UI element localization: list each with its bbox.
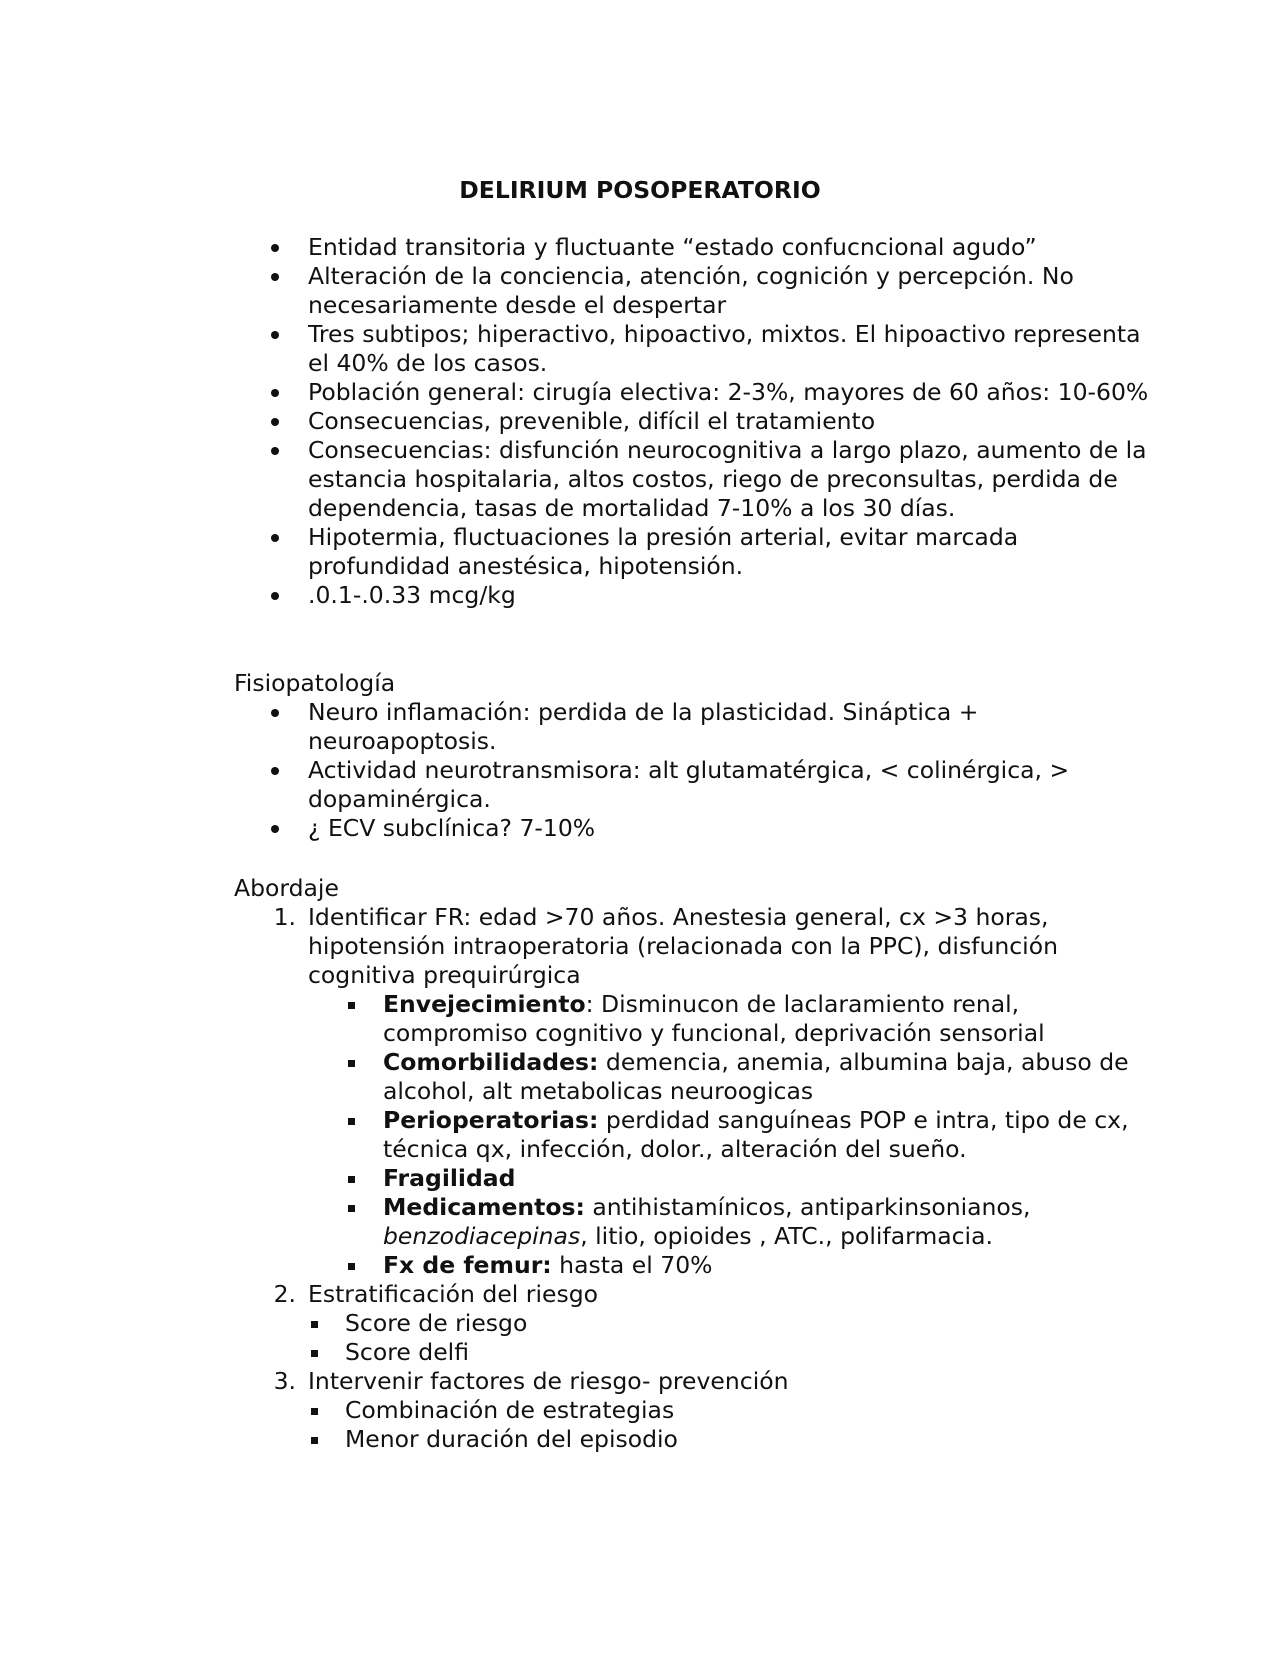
- list-item: Tres subtipos; hiperactivo, hipoactivo, mixtos. El hipoactivo representa el 40% de los casos.: [234, 320, 1154, 378]
- list-item: Comorbilidades: demencia, anemia, albumina baja, abuso de alcohol, alt metabolicas neuroogicas: [234, 1048, 1154, 1106]
- list-item: Menor duración del episodio: [234, 1425, 1154, 1454]
- list-item: Alteración de la conciencia, atención, cognición y percepción. No necesariamente desde el despertar: [234, 262, 1154, 320]
- bullet-icon: [234, 436, 308, 465]
- step-3-sublist-wrapper: [234, 1396, 1154, 1454]
- list-item-step-2: 2. Estratificación del riesgo: [273, 1280, 598, 1308]
- square-bullet-icon: [234, 990, 383, 1019]
- square-bullet-icon: [234, 1396, 345, 1425]
- list-number: 1.: [273, 903, 296, 931]
- square-bullet-icon: [234, 1048, 383, 1077]
- list-item: ¿ ECV subclínica? 7-10%: [234, 814, 1154, 843]
- intro-bullet-list: [234, 233, 1154, 610]
- list-item-step-3: 3. Intervenir factores de riesgo- prevención: [273, 1367, 789, 1395]
- list-item: Medicamentos: antihistamínicos, antiparkinsonianos, benzodiacepinas, litio, opioides , ATC., polifarmacia.: [234, 1193, 1154, 1251]
- list-item: Perioperatorias: perdidad sanguíneas POP e intra, tipo de cx, técnica qx, infección, dolor., alteración del sueño.: [234, 1106, 1154, 1164]
- bullet-icon: [234, 814, 308, 843]
- step-1-sublist: [234, 990, 1154, 1280]
- list-item: Score delfi: [234, 1338, 1154, 1367]
- square-bullet-icon: [234, 1425, 345, 1454]
- fisiopatologia-section: [234, 669, 1154, 843]
- list-item-step-1: 1. Identificar FR: edad >70 años. Anestesia general, cx >3 horas, hipotensión intraoperatoria (relacionada con la PPC), disfunción cognitiva prequirúrgica: [273, 903, 1058, 989]
- bullet-icon: [234, 523, 308, 552]
- abordaje-section: [234, 874, 1154, 1454]
- square-bullet-icon: [234, 1106, 383, 1135]
- list-item: Score de riesgo: [234, 1309, 1154, 1338]
- list-item: Hipotermia, fluctuaciones la presión arterial, evitar marcada profundidad anestésica, hipotensión.: [234, 523, 1154, 581]
- bullet-icon: [234, 581, 308, 610]
- square-bullet-icon: [234, 1164, 383, 1193]
- square-bullet-icon: [234, 1338, 345, 1367]
- list-item: Neuro inflamación: perdida de la plasticidad. Sináptica + neuroapoptosis.: [234, 698, 1154, 756]
- page-title: DELIRIUM POSOPERATORIO: [459, 176, 821, 204]
- list-item: Entidad transitoria y fluctuante “estado confucncional agudo”: [234, 233, 1154, 262]
- list-item: Combinación de estrategias: [234, 1396, 1154, 1425]
- abordaje-numbered-list: [234, 903, 1154, 1454]
- square-bullet-icon: [234, 1251, 383, 1280]
- bullet-icon: [234, 756, 308, 785]
- list-item: Consecuencias, prevenible, difícil el tratamiento: [234, 407, 1154, 436]
- list-item: Consecuencias: disfunción neurocognitiva a largo plazo, aumento de la estancia hospitalaria, altos costos, riego de preconsultas, perdida de dependencia, tasas de mortalidad 7-10% a los 30 días.: [234, 436, 1154, 523]
- section-heading-abordaje: Abordaje: [234, 874, 339, 902]
- square-bullet-icon: [234, 1193, 383, 1222]
- list-item: .0.1-.0.33 mcg/kg: [234, 581, 1154, 610]
- list-item: Envejecimiento: Disminucon de laclaramiento renal, compromiso cognitivo y funcional, deprivación sensorial: [234, 990, 1154, 1048]
- list-number: 2.: [273, 1280, 296, 1308]
- list-number: 3.: [273, 1367, 296, 1395]
- bullet-icon: [234, 320, 308, 349]
- list-item: Población general: cirugía electiva: 2-3%, mayores de 60 años: 10-60%: [234, 378, 1154, 407]
- list-item: Fragilidad: [234, 1164, 1154, 1193]
- bullet-icon: [234, 378, 308, 407]
- fisiopatologia-bullet-list: [234, 698, 1154, 843]
- intro-section: [234, 233, 1154, 610]
- list-item: Actividad neurotransmisora: alt glutamatérgica, < colinérgica, > dopaminérgica.: [234, 756, 1154, 814]
- bullet-icon: [234, 407, 308, 436]
- bullet-icon: [234, 262, 308, 291]
- section-heading-fisiopatologia: Fisiopatología: [234, 669, 396, 697]
- list-item: Fx de femur: hasta el 70%: [234, 1251, 1154, 1280]
- step-2-sublist: [234, 1309, 1154, 1367]
- bullet-icon: [234, 233, 308, 262]
- step-3-sublist: [234, 1396, 1154, 1454]
- bullet-icon: [234, 698, 308, 727]
- step-1-sublist-wrapper: [234, 990, 1154, 1280]
- step-2-sublist-wrapper: [234, 1309, 1154, 1367]
- square-bullet-icon: [234, 1309, 345, 1338]
